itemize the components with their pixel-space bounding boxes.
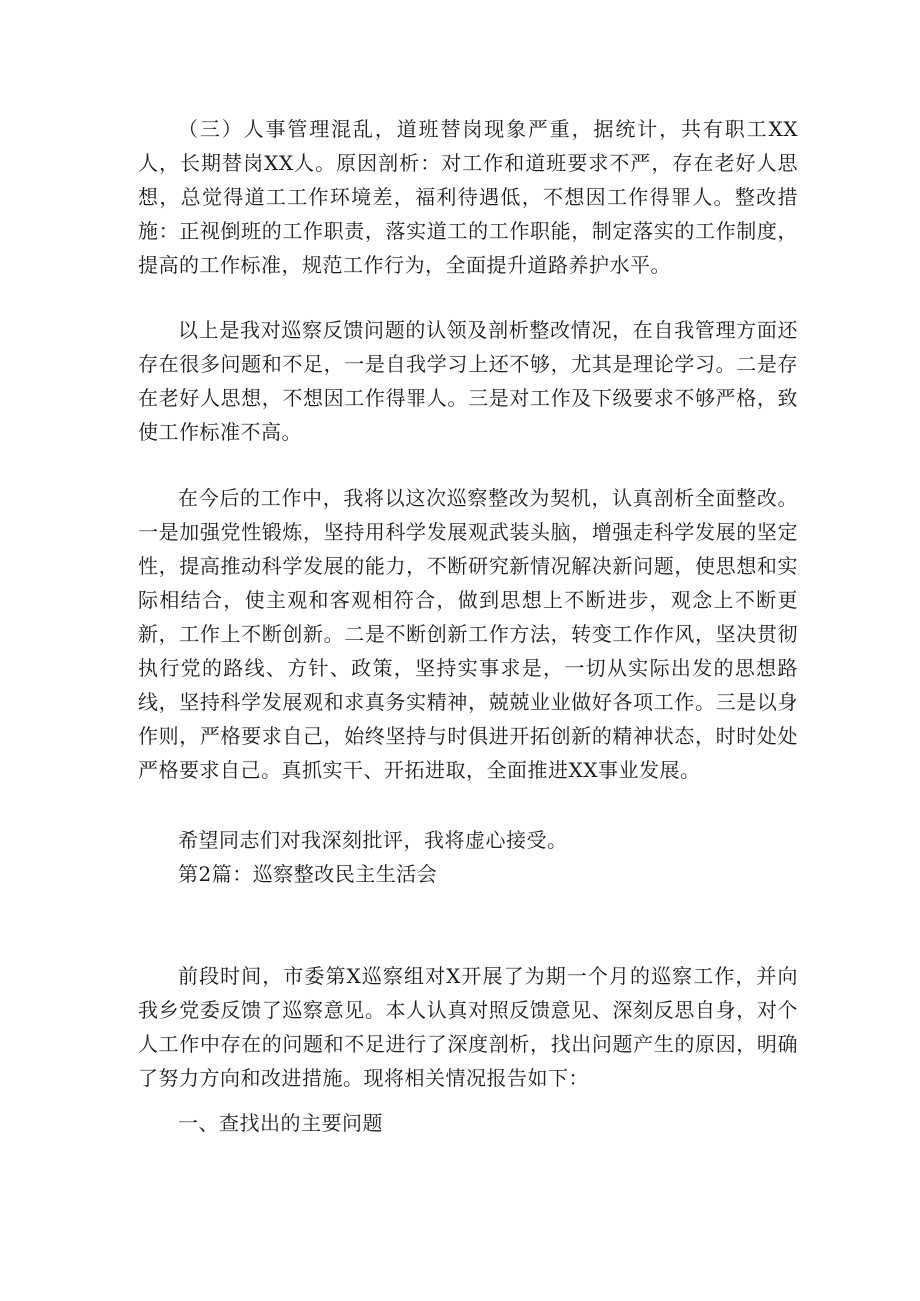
heading-main-problems: 一、查找出的主要问题 — [178, 1111, 383, 1135]
paragraph-future-work: 在今后的工作中，我将以这次巡察整改为契机，认真剖析全面整改。一是加强党性锻炼，坚持用科学发展观武装头脑，增强走科学发展的坚定性，提高推动科学发展的能力，不断研究新情况解决新问题，使思想和实际相结合，使主观和客观相符合，做到思想上不断进步，观念上不断更新，工作上不断创新。二是不断创新工作方法，转变工作作风，坚决贯彻执行党的路线、方针、政策，坚持实事求是，一切从实际出发的思想路线，坚持科学发展观和求真务实精神，兢兢业业做好各项工作。三是以身作则，严格要求自己，始终坚持与时俱进开拓创新的精神状态，时时处处严格要求自己。真抓实干、开拓进取，全面推进XX事业发展。 — [138, 486, 798, 782]
section-title-part-2: 第2篇：巡察整改民主生活会 — [178, 862, 438, 886]
paragraph-introduction: 前段时间，市委第X巡察组对X开展了为期一个月的巡察工作，并向我乡党委反馈了巡察意见。本人认真对照反馈意见、深刻反思自身，对个人工作中存在的问题和不足进行了深度剖析，找出问题产生的原因，明确了努力方向和改进措施。现将相关情况报告如下： — [138, 964, 798, 1090]
paragraph-personnel-management: （三）人事管理混乱，道班替岗现象严重，据统计，共有职工XX人，长期替岗XX人。原因剖析：对工作和道班要求不严，存在老好人思想，总觉得道工工作环境差，福利待遇低，不想因工作得罪人。整改措施：正视倒班的工作职责，落实道工的工作职能，制定落实的工作制度，提高的工作标准，规范工作行为，全面提升道路养护水平。 — [138, 117, 798, 277]
paragraph-closing-remark: 希望同志们对我深刻批评，我将虚心接受。 — [178, 828, 568, 852]
paragraph-self-assessment: 以上是我对巡察反馈问题的认领及剖析整改情况，在自我管理方面还存在很多问题和不足，一是自我学习上还不够，尤其是理论学习。二是存在老好人思想，不想因工作得罪人。三是对工作及下级要求不够严格，致使工作标准不高。 — [138, 318, 798, 444]
